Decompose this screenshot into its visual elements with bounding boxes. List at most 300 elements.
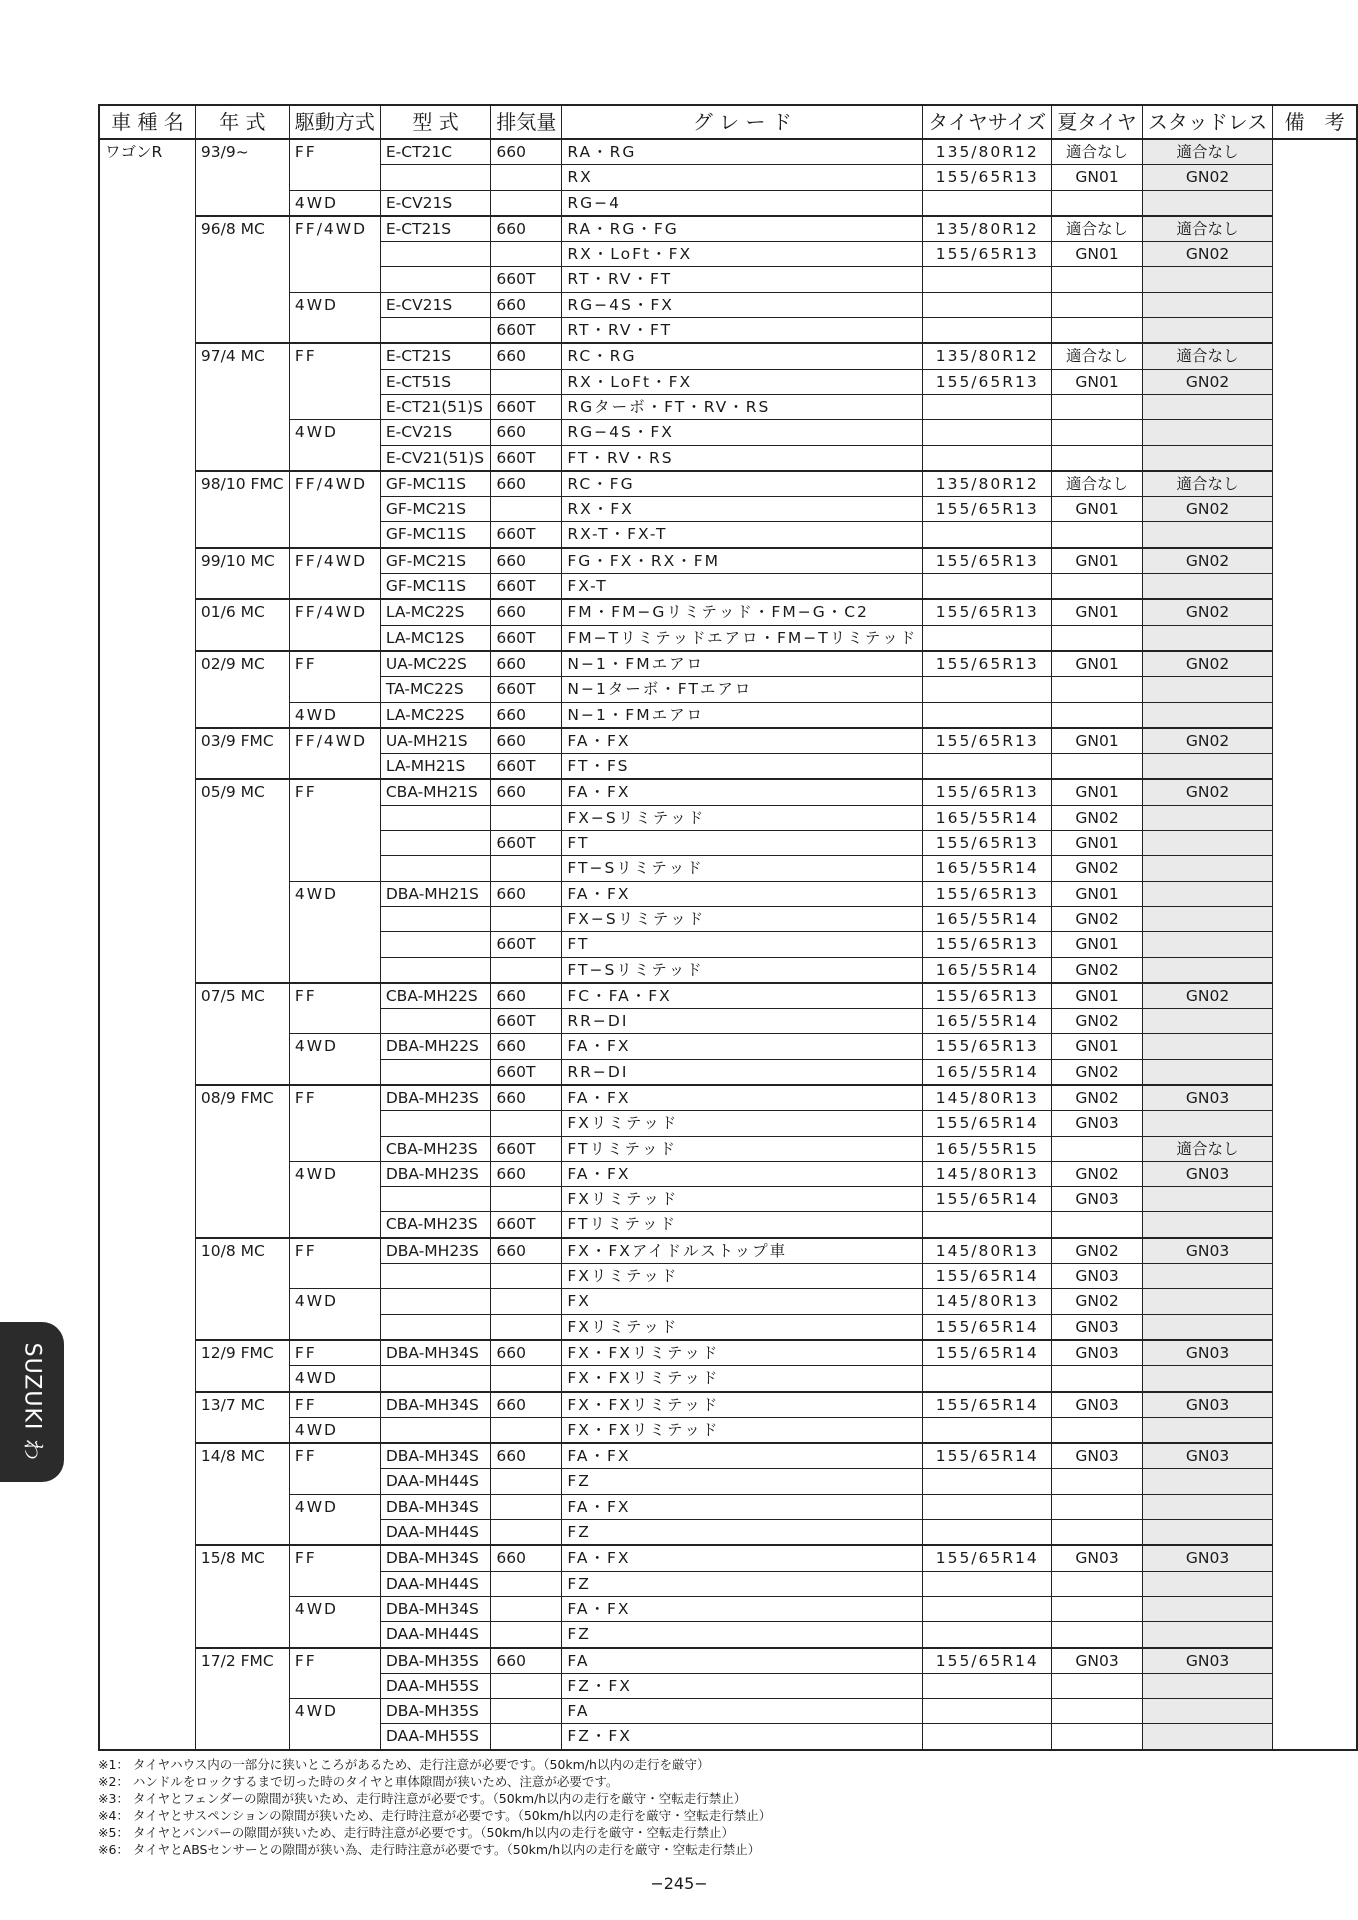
tire-size-cell: 155/65R13 (923, 497, 1052, 522)
grade-cell: N−1ターボ・FTエアロ (562, 677, 923, 702)
tire-size-cell: 155/65R14 (923, 1392, 1052, 1418)
tire-size-cell: 155/65R13 (923, 728, 1052, 754)
tire-size-cell (923, 1622, 1052, 1648)
grade-cell: RG−4S・FX (562, 292, 923, 317)
drive-cell: FF/4WD (289, 728, 380, 780)
studless-cell (1142, 1417, 1272, 1443)
displacement-cell: 660T (491, 1212, 562, 1238)
year-cell: 01/6 MC (195, 599, 289, 651)
drive-cell: 4WD (289, 190, 380, 216)
studless-cell: GN02 (1142, 599, 1272, 625)
type-cell: DBA-MH23S (380, 1238, 491, 1264)
studless-cell: GN02 (1142, 165, 1272, 190)
summer-tire-cell (1052, 1212, 1143, 1238)
type-cell: DBA-MH34S (380, 1596, 491, 1621)
drive-cell: FF (289, 1085, 380, 1161)
displacement-cell: 660 (491, 1443, 562, 1469)
remarks-cell (1273, 139, 1357, 1750)
displacement-cell: 660 (491, 139, 562, 165)
grade-cell: RGターボ・FT・RV・RS (562, 394, 923, 419)
tire-size-cell (923, 754, 1052, 780)
tire-size-cell: 155/65R13 (923, 548, 1052, 574)
studless-cell (1142, 754, 1272, 780)
studless-cell: GN02 (1142, 728, 1272, 754)
studless-cell: GN03 (1142, 1085, 1272, 1111)
studless-cell (1142, 1520, 1272, 1546)
model-cell: ワゴンR (99, 139, 195, 1750)
displacement-cell: 660 (491, 1648, 562, 1674)
type-cell: E-CV21S (380, 420, 491, 445)
grade-cell: FA・FX (562, 1494, 923, 1519)
grade-cell: FXリミテッド (562, 1187, 923, 1212)
displacement-cell (491, 1520, 562, 1546)
summer-tire-cell: GN01 (1052, 369, 1143, 394)
studless-cell (1142, 1494, 1272, 1519)
tire-size-cell: 155/65R13 (923, 881, 1052, 906)
grade-cell: FA・FX (562, 1085, 923, 1111)
summer-tire-cell: GN01 (1052, 779, 1143, 805)
summer-tire-cell (1052, 574, 1143, 600)
grade-cell: FZ (562, 1571, 923, 1596)
studless-cell (1142, 1724, 1272, 1750)
displacement-cell (491, 1469, 562, 1494)
grade-cell: RR−DI (562, 1009, 923, 1034)
grade-cell: FA・FX (562, 1596, 923, 1621)
tire-size-cell (923, 420, 1052, 445)
tire-size-cell (923, 574, 1052, 600)
type-cell: CBA-MH23S (380, 1136, 491, 1161)
studless-cell (1142, 1699, 1272, 1724)
studless-cell: GN02 (1142, 497, 1272, 522)
studless-cell (1142, 1314, 1272, 1340)
summer-tire-cell (1052, 1724, 1143, 1750)
studless-cell (1142, 1187, 1272, 1212)
studless-cell (1142, 906, 1272, 931)
grade-cell: RA・RG (562, 139, 923, 165)
type-cell: DAA-MH55S (380, 1673, 491, 1698)
type-cell: LA-MC12S (380, 625, 491, 651)
tire-size-cell (923, 1699, 1052, 1724)
summer-tire-cell: GN02 (1052, 1161, 1143, 1186)
type-cell (380, 1264, 491, 1289)
studless-cell (1142, 932, 1272, 957)
drive-cell: FF (289, 1648, 380, 1699)
displacement-cell (491, 165, 562, 190)
studless-cell: GN02 (1142, 548, 1272, 574)
summer-tire-cell: GN01 (1052, 983, 1143, 1009)
studless-cell: GN03 (1142, 1545, 1272, 1571)
drive-cell: 4WD (289, 1699, 380, 1750)
studless-cell: 適合なし (1142, 343, 1272, 369)
displacement-cell: 660 (491, 702, 562, 728)
tire-size-cell: 165/55R14 (923, 957, 1052, 983)
year-cell: 12/9 FMC (195, 1340, 289, 1392)
tire-size-cell: 145/80R13 (923, 1085, 1052, 1111)
studless-cell (1142, 267, 1272, 292)
studless-cell (1142, 1289, 1272, 1314)
header-year: 年 式 (195, 105, 289, 139)
grade-cell: FX・FXリミテッド (562, 1417, 923, 1443)
type-cell (380, 1314, 491, 1340)
grade-cell: FA・FX (562, 728, 923, 754)
tire-size-cell: 165/55R14 (923, 856, 1052, 881)
grade-cell: FT−Sリミテッド (562, 856, 923, 881)
displacement-cell: 660 (491, 1340, 562, 1366)
studless-cell (1142, 1673, 1272, 1698)
summer-tire-cell: GN01 (1052, 881, 1143, 906)
studless-cell (1142, 702, 1272, 728)
grade-cell: FXリミテッド (562, 1111, 923, 1136)
tire-size-cell: 135/80R12 (923, 139, 1052, 165)
drive-cell: 4WD (289, 1289, 380, 1340)
studless-cell: GN03 (1142, 1443, 1272, 1469)
grade-cell: RX・FX (562, 497, 923, 522)
summer-tire-cell (1052, 1699, 1143, 1724)
type-cell: LA-MC22S (380, 702, 491, 728)
studless-cell (1142, 805, 1272, 830)
tire-size-cell (923, 292, 1052, 317)
type-cell (380, 1009, 491, 1034)
tire-size-cell (923, 677, 1052, 702)
type-cell: UA-MC22S (380, 651, 491, 677)
tire-size-cell: 145/80R13 (923, 1289, 1052, 1314)
year-cell: 96/8 MC (195, 216, 289, 343)
studless-cell: 適合なし (1142, 1136, 1272, 1161)
displacement-cell (491, 1699, 562, 1724)
type-cell: E-CT21S (380, 216, 491, 242)
drive-cell: 4WD (289, 702, 380, 728)
displacement-cell: 660T (491, 1059, 562, 1085)
tire-size-cell: 155/65R13 (923, 369, 1052, 394)
studless-cell (1142, 1366, 1272, 1392)
type-cell (380, 1366, 491, 1392)
drive-cell: FF (289, 343, 380, 419)
grade-cell: FTリミテッド (562, 1212, 923, 1238)
grade-cell: FT・FS (562, 754, 923, 780)
table-row (99, 1545, 1357, 1571)
studless-cell (1142, 831, 1272, 856)
displacement-cell: 660T (491, 318, 562, 344)
grade-cell: FM−Tリミテッドエアロ・FM−Tリミテッド (562, 625, 923, 651)
summer-tire-cell (1052, 1596, 1143, 1621)
displacement-cell (491, 190, 562, 216)
studless-cell (1142, 1034, 1272, 1059)
summer-tire-cell: GN01 (1052, 831, 1143, 856)
studless-cell: GN02 (1142, 369, 1272, 394)
grade-cell: FA・FX (562, 881, 923, 906)
grade-cell: FT・RV・RS (562, 445, 923, 471)
summer-tire-cell: 適合なし (1052, 139, 1143, 165)
displacement-cell (491, 1111, 562, 1136)
studless-cell: GN03 (1142, 1392, 1272, 1418)
tire-size-cell (923, 1596, 1052, 1621)
tire-size-cell: 155/65R13 (923, 983, 1052, 1009)
footnote-line: ※5： タイヤとバンパーの隙間が狭いため、走行時注意が必要です。（50km/h以内の走行を厳守・空転走行禁止） (98, 1825, 734, 1840)
displacement-cell: 660T (491, 267, 562, 292)
studless-cell: GN03 (1142, 1238, 1272, 1264)
grade-cell: RX-T・FX-T (562, 522, 923, 548)
drive-cell: FF/4WD (289, 548, 380, 600)
type-cell: E-CV21(51)S (380, 445, 491, 471)
year-cell: 10/8 MC (195, 1238, 289, 1340)
summer-tire-cell (1052, 1622, 1143, 1648)
studless-cell (1142, 1571, 1272, 1596)
page-number: −245− (650, 1874, 708, 1893)
displacement-cell: 660T (491, 394, 562, 419)
displacement-cell: 660 (491, 471, 562, 497)
header-studless: スタッドレス (1142, 105, 1272, 139)
type-cell: GF-MC11S (380, 471, 491, 497)
studless-cell (1142, 190, 1272, 216)
displacement-cell: 660 (491, 1392, 562, 1418)
displacement-cell: 660T (491, 932, 562, 957)
grade-cell: RR−DI (562, 1059, 923, 1085)
type-cell: GF-MC21S (380, 497, 491, 522)
summer-tire-cell: GN01 (1052, 1034, 1143, 1059)
studless-cell (1142, 574, 1272, 600)
drive-cell: FF (289, 1238, 380, 1289)
type-cell: CBA-MH21S (380, 779, 491, 805)
drive-cell: FF (289, 1545, 380, 1596)
type-cell (380, 267, 491, 292)
header-type: 型 式 (380, 105, 491, 139)
displacement-cell (491, 1724, 562, 1750)
grade-cell: RX・LoFt・FX (562, 369, 923, 394)
tire-fitment-table (98, 104, 1358, 1751)
summer-tire-cell (1052, 1571, 1143, 1596)
header-model: 車 種 名 (99, 105, 195, 139)
tire-size-cell: 135/80R12 (923, 216, 1052, 242)
type-cell (380, 1289, 491, 1314)
type-cell (380, 957, 491, 983)
summer-tire-cell (1052, 1673, 1143, 1698)
year-cell: 08/9 FMC (195, 1085, 289, 1238)
drive-cell: 4WD (289, 292, 380, 343)
tire-size-cell: 165/55R14 (923, 906, 1052, 931)
year-cell: 02/9 MC (195, 651, 289, 728)
table-row (99, 471, 1357, 497)
grade-cell: RX・LoFt・FX (562, 242, 923, 267)
summer-tire-cell (1052, 1520, 1143, 1546)
displacement-cell: 660T (491, 574, 562, 600)
grade-cell: FA・FX (562, 1443, 923, 1469)
summer-tire-cell: GN03 (1052, 1392, 1143, 1418)
type-cell: DBA-MH23S (380, 1085, 491, 1111)
grade-cell: RT・RV・FT (562, 318, 923, 344)
tire-size-cell: 135/80R12 (923, 471, 1052, 497)
grade-cell: FX・FXアイドルストップ車 (562, 1238, 923, 1264)
displacement-cell (491, 242, 562, 267)
displacement-cell: 660 (491, 1238, 562, 1264)
summer-tire-cell: GN02 (1052, 957, 1143, 983)
summer-tire-cell: GN01 (1052, 165, 1143, 190)
type-cell: DBA-MH34S (380, 1494, 491, 1519)
tire-size-cell: 155/65R14 (923, 1111, 1052, 1136)
table-row (99, 1392, 1357, 1418)
studless-cell (1142, 1596, 1272, 1621)
grade-cell: RX (562, 165, 923, 190)
displacement-cell (491, 1289, 562, 1314)
displacement-cell (491, 1314, 562, 1340)
studless-cell (1142, 318, 1272, 344)
tire-size-cell: 155/65R14 (923, 1187, 1052, 1212)
studless-cell (1142, 1622, 1272, 1648)
displacement-cell: 660 (491, 983, 562, 1009)
year-cell: 14/8 MC (195, 1443, 289, 1545)
grade-cell: FT (562, 932, 923, 957)
tire-size-cell (923, 522, 1052, 548)
drive-cell: FF/4WD (289, 599, 380, 651)
grade-cell: FZ (562, 1469, 923, 1494)
studless-cell (1142, 677, 1272, 702)
table-row (99, 216, 1357, 242)
footnotes (98, 1756, 771, 1858)
table-row (99, 779, 1357, 805)
grade-cell: FX−Sリミテッド (562, 906, 923, 931)
tire-size-cell (923, 190, 1052, 216)
summer-tire-cell: GN03 (1052, 1264, 1143, 1289)
displacement-cell: 660 (491, 292, 562, 317)
displacement-cell (491, 906, 562, 931)
type-cell: DBA-MH21S (380, 881, 491, 906)
displacement-cell: 660 (491, 881, 562, 906)
tire-size-cell (923, 1417, 1052, 1443)
tire-size-cell: 155/65R14 (923, 1314, 1052, 1340)
summer-tire-cell (1052, 267, 1143, 292)
year-cell: 99/10 MC (195, 548, 289, 600)
type-cell (380, 906, 491, 931)
type-cell: DAA-MH55S (380, 1724, 491, 1750)
summer-tire-cell: GN02 (1052, 1085, 1143, 1111)
grade-cell: FA・FX (562, 1034, 923, 1059)
type-cell: E-CT21C (380, 139, 491, 165)
footnote-line: ※6： タイヤとABSセンサーとの隙間が狭い為、走行時注意が必要です。（50km/h以内の走行を厳守・空転走行禁止） (98, 1842, 761, 1857)
displacement-cell (491, 1596, 562, 1621)
summer-tire-cell (1052, 754, 1143, 780)
table-row (99, 1238, 1357, 1264)
grade-cell: FZ・FX (562, 1673, 923, 1698)
summer-tire-cell: GN01 (1052, 651, 1143, 677)
tire-size-cell: 165/55R14 (923, 1009, 1052, 1034)
footnote-line: ※1： タイヤハウス内の一部分に狭いところがあるため、走行注意が必要です。（50km/h以内の走行を厳守） (98, 1757, 710, 1772)
drive-cell: FF (289, 1392, 380, 1418)
type-cell (380, 1417, 491, 1443)
grade-cell: FG・FX・RX・FM (562, 548, 923, 574)
table-row (99, 1648, 1357, 1674)
displacement-cell (491, 1571, 562, 1596)
summer-tire-cell: GN02 (1052, 1059, 1143, 1085)
summer-tire-cell: 適合なし (1052, 471, 1143, 497)
summer-tire-cell: GN03 (1052, 1314, 1143, 1340)
displacement-cell: 660 (491, 651, 562, 677)
type-cell (380, 242, 491, 267)
summer-tire-cell: GN03 (1052, 1187, 1143, 1212)
summer-tire-cell: GN02 (1052, 1289, 1143, 1314)
studless-cell: 適合なし (1142, 471, 1272, 497)
type-cell: GF-MC21S (380, 548, 491, 574)
type-cell (380, 1059, 491, 1085)
displacement-cell (491, 856, 562, 881)
summer-tire-cell: GN02 (1052, 906, 1143, 931)
summer-tire-cell (1052, 420, 1143, 445)
summer-tire-cell (1052, 1136, 1143, 1161)
summer-tire-cell: GN02 (1052, 1238, 1143, 1264)
table-row (99, 651, 1357, 677)
tire-size-cell: 155/65R13 (923, 932, 1052, 957)
displacement-cell: 660T (491, 831, 562, 856)
grade-cell: FA (562, 1699, 923, 1724)
summer-tire-cell: 適合なし (1052, 343, 1143, 369)
summer-tire-cell (1052, 677, 1143, 702)
table-row (99, 728, 1357, 754)
displacement-cell: 660 (491, 548, 562, 574)
tire-size-cell (923, 1469, 1052, 1494)
summer-tire-cell (1052, 1494, 1143, 1519)
summer-tire-cell: GN03 (1052, 1443, 1143, 1469)
tire-size-cell (923, 445, 1052, 471)
year-cell: 15/8 MC (195, 1545, 289, 1647)
type-cell: E-CV21S (380, 190, 491, 216)
table-row (99, 599, 1357, 625)
displacement-cell (491, 497, 562, 522)
tire-size-cell (923, 394, 1052, 419)
studless-cell: GN03 (1142, 1340, 1272, 1366)
tire-size-cell (923, 1366, 1052, 1392)
tire-size-cell: 165/55R14 (923, 805, 1052, 830)
studless-cell: GN02 (1142, 242, 1272, 267)
footnote-line: ※2： ハンドルをロックするまで切った時のタイヤと車体隙間が狭いため、注意が必要です。 (98, 1774, 619, 1789)
grade-cell: FX-T (562, 574, 923, 600)
tire-size-cell: 155/65R14 (923, 1545, 1052, 1571)
displacement-cell: 660T (491, 1136, 562, 1161)
grade-cell: FZ・FX (562, 1724, 923, 1750)
grade-cell: RC・RG (562, 343, 923, 369)
tire-size-cell: 155/65R13 (923, 1034, 1052, 1059)
type-cell: E-CT21(51)S (380, 394, 491, 419)
studless-cell (1142, 1059, 1272, 1085)
tire-size-cell: 155/65R14 (923, 1648, 1052, 1674)
drive-cell: FF (289, 139, 380, 190)
grade-cell: FA・FX (562, 1161, 923, 1186)
displacement-cell: 660 (491, 599, 562, 625)
drive-cell: 4WD (289, 881, 380, 983)
grade-cell: RT・RV・FT (562, 267, 923, 292)
tire-size-cell (923, 318, 1052, 344)
type-cell (380, 318, 491, 344)
summer-tire-cell: GN01 (1052, 242, 1143, 267)
displacement-cell (491, 957, 562, 983)
type-cell: DAA-MH44S (380, 1520, 491, 1546)
type-cell: TA-MC22S (380, 677, 491, 702)
type-cell: DBA-MH34S (380, 1392, 491, 1418)
tire-size-cell: 155/65R13 (923, 242, 1052, 267)
tire-size-cell: 165/55R14 (923, 1059, 1052, 1085)
grade-cell: FA (562, 1648, 923, 1674)
type-cell: E-CT21S (380, 343, 491, 369)
displacement-cell: 660 (491, 216, 562, 242)
summer-tire-cell: GN01 (1052, 599, 1143, 625)
tire-size-cell (923, 625, 1052, 651)
displacement-cell (491, 1417, 562, 1443)
displacement-cell: 660T (491, 677, 562, 702)
type-cell: DBA-MH22S (380, 1034, 491, 1059)
grade-cell: FX・FXリミテッド (562, 1366, 923, 1392)
header-summer-tire: 夏タイヤ (1052, 105, 1143, 139)
displacement-cell: 660T (491, 445, 562, 471)
maker-index-label: SUZUKI わ (19, 1342, 45, 1462)
grade-cell: FM・FM−Gリミテッド・FM−G・C2 (562, 599, 923, 625)
studless-cell: GN03 (1142, 1161, 1272, 1186)
